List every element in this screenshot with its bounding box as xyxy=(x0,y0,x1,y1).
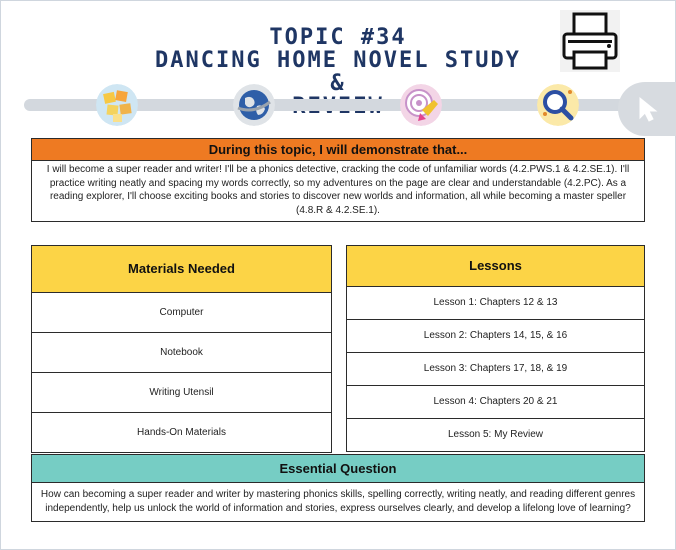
cursor-arrow-icon xyxy=(634,94,664,124)
lesson-link[interactable]: Lesson 1: Chapters 12 & 13 xyxy=(346,287,645,320)
printer-icon[interactable] xyxy=(560,10,620,72)
materials-item: Computer xyxy=(31,293,332,333)
sticky-notes-icon xyxy=(96,84,138,126)
materials-item: Writing Utensil xyxy=(31,373,332,413)
title-line-2: DANCING HOME NOVEL STUDY & xyxy=(155,48,521,96)
title-line-1: TOPIC #34 xyxy=(269,25,407,50)
demonstrate-body: I will become a super reader and writer! I'll be a phonics detective, cracking the code of unfamiliar words (4.2.PWS.1 & 4.2.SE.1). I'll practice writing neatly and spacing my words correctly, so my adventures on the page are clear and understandable (4.2.PC). As a reading explorer, I'll choose exciting books and stories to discover new worlds and information, all while becoming a master speller (4.8.R & 4.2.SE.1). xyxy=(31,160,645,222)
materials-item: Hands-On Materials xyxy=(31,413,332,453)
target-icon xyxy=(400,84,442,126)
lesson-link[interactable]: Lesson 2: Chapters 14, 15, & 16 xyxy=(346,320,645,353)
lesson-link[interactable]: Lesson 5: My Review xyxy=(346,419,645,452)
demonstrate-heading: During this topic, I will demonstrate that... xyxy=(31,138,645,161)
essential-question-body: How can becoming a super reader and writer by mastering phonics skills, spelling correctly, writing neatly, and reading different genres independently, help us unlock the world of information and stories, express ourselves clearly, and develop a lifelong love of learning? xyxy=(31,483,645,522)
globe-icon xyxy=(233,84,275,126)
essential-question-heading: Essential Question xyxy=(31,454,645,483)
lesson-link[interactable]: Lesson 4: Chapters 20 & 21 xyxy=(346,386,645,419)
cursor-tab[interactable] xyxy=(618,82,676,136)
magnifier-icon xyxy=(537,84,579,126)
materials-heading: Materials Needed xyxy=(31,245,332,293)
lessons-heading: Lessons xyxy=(346,245,645,287)
lesson-link[interactable]: Lesson 3: Chapters 17, 18, & 19 xyxy=(346,353,645,386)
materials-item: Notebook xyxy=(31,333,332,373)
